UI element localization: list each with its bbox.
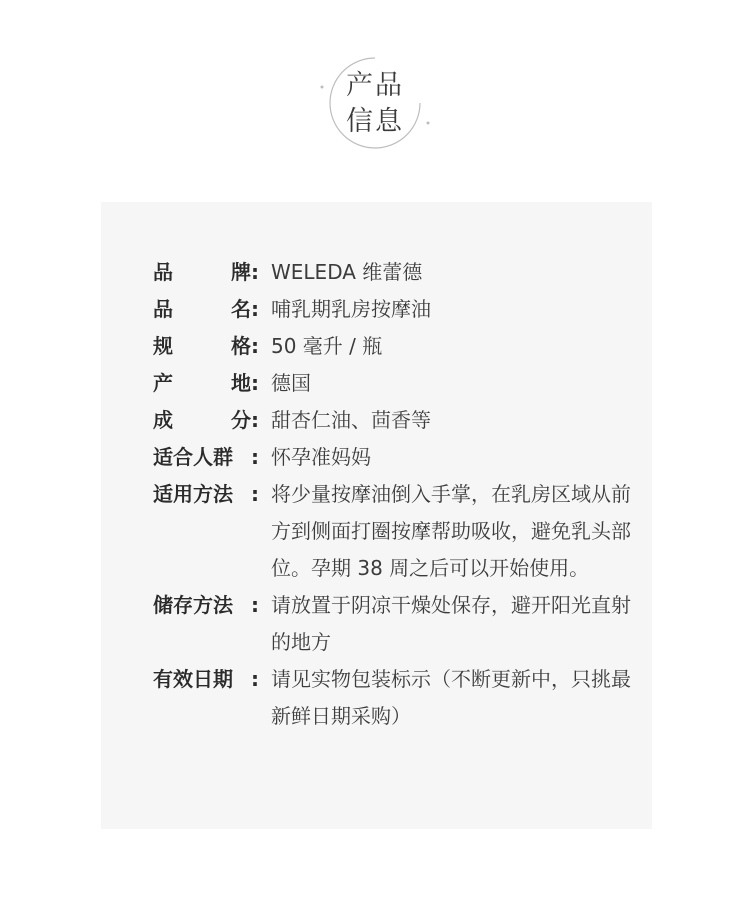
section-title-badge bbox=[320, 48, 430, 158]
info-value: 将少量按摩油倒入手掌，在乳房区域从前方到侧面打圈按摩帮助吸收，避免乳头部位。孕期 38 周之后可以开始使用。 bbox=[271, 482, 631, 580]
info-label-text: 名 bbox=[231, 297, 251, 321]
info-colon: : bbox=[251, 260, 259, 284]
info-label bbox=[153, 291, 251, 328]
info-row bbox=[153, 365, 633, 402]
info-label bbox=[153, 328, 251, 365]
info-colon: : bbox=[251, 334, 259, 358]
section-title bbox=[320, 68, 430, 140]
info-colon: : bbox=[251, 593, 259, 617]
info-row bbox=[153, 661, 633, 735]
info-colon: : bbox=[251, 408, 259, 432]
info-label bbox=[153, 439, 251, 476]
info-value: 甜杏仁油、茴香等 bbox=[271, 408, 431, 432]
info-value: 50 毫升 / 瓶 bbox=[271, 334, 383, 358]
info-label bbox=[153, 661, 251, 698]
info-label-text: 品 bbox=[153, 260, 173, 284]
info-row bbox=[153, 328, 633, 365]
info-value: 怀孕准妈妈 bbox=[271, 445, 371, 469]
info-row bbox=[153, 439, 633, 476]
info-colon: : bbox=[251, 445, 259, 469]
info-label bbox=[153, 476, 251, 513]
info-row bbox=[153, 402, 633, 439]
info-label-text: 储存方法 bbox=[153, 593, 233, 617]
info-row bbox=[153, 476, 633, 587]
info-label bbox=[153, 365, 251, 402]
info-label-text: 地 bbox=[231, 371, 251, 395]
info-label-text: 品 bbox=[153, 297, 173, 321]
info-colon: : bbox=[251, 667, 259, 691]
info-colon: : bbox=[251, 371, 259, 395]
section-title-line1: 产品 bbox=[346, 70, 404, 101]
info-label bbox=[153, 254, 251, 291]
info-row bbox=[153, 587, 633, 661]
info-label-text: 成 bbox=[153, 408, 173, 432]
info-label-text: 产 bbox=[153, 371, 173, 395]
info-label-text: 格 bbox=[231, 334, 251, 358]
info-label-text: 适用方法 bbox=[153, 482, 233, 506]
info-colon: : bbox=[251, 297, 259, 321]
info-value: 哺乳期乳房按摩油 bbox=[271, 297, 431, 321]
info-label-text: 分 bbox=[231, 408, 251, 432]
info-row bbox=[153, 254, 633, 291]
info-value: 德国 bbox=[271, 371, 311, 395]
info-value: 请放置于阴凉干燥处保存，避开阳光直射的地方 bbox=[271, 593, 631, 654]
info-value: 请见实物包装标示（不断更新中，只挑最新鲜日期采购） bbox=[271, 667, 631, 728]
info-label-text: 牌 bbox=[231, 260, 251, 284]
section-title-line2: 信息 bbox=[346, 106, 404, 137]
info-value: WELEDA 维蕾德 bbox=[271, 260, 423, 284]
product-info-list bbox=[153, 254, 633, 735]
info-label-text: 有效日期 bbox=[153, 667, 233, 691]
info-label bbox=[153, 587, 251, 624]
info-label-text: 规 bbox=[153, 334, 173, 358]
info-row bbox=[153, 291, 633, 328]
product-info-panel bbox=[101, 202, 652, 829]
info-colon: : bbox=[251, 482, 259, 506]
info-label-text: 适合人群 bbox=[153, 445, 233, 469]
info-label bbox=[153, 402, 251, 439]
